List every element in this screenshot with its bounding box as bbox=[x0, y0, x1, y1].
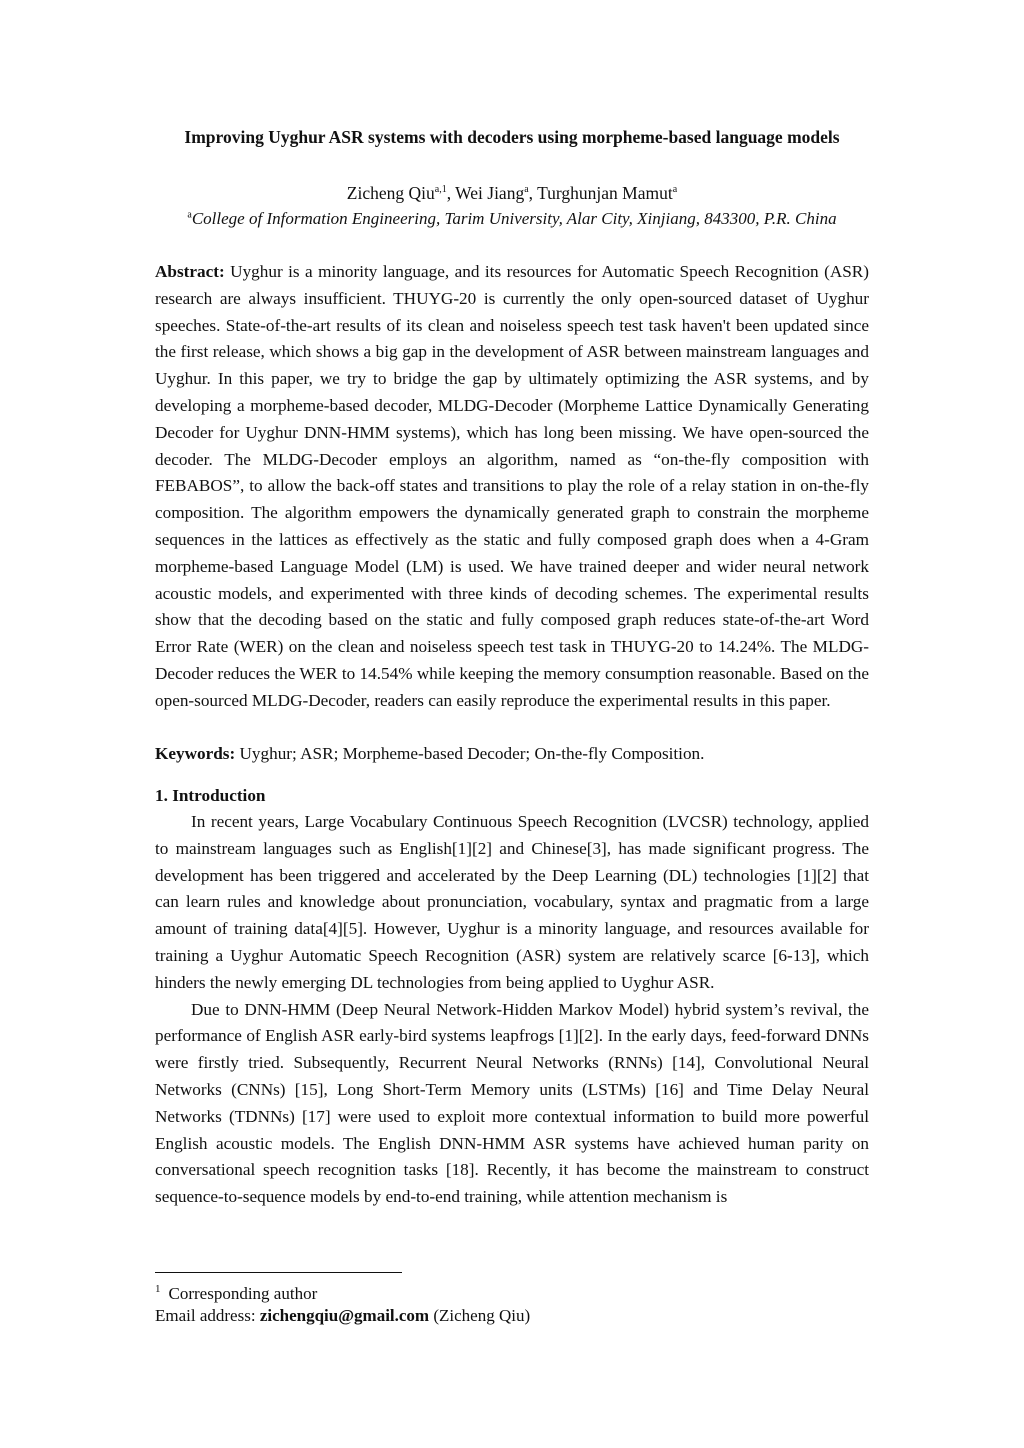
footnote-corresponding bbox=[155, 1283, 317, 1305]
abstract-text: Uyghur is a minority language, and its resources for Automatic Speech Recognition (ASR) research are always insufficient. THUYG-20 is currently the only open-sourced dataset of Uyghur speeches. State-of-the-art results of its clean and noiseless speech test task haven't been updated since the first release, which shows a big gap in the development of ASR between mainstream languages and Uyghur. In this paper, we try to bridge the gap by ultimately optimizing the ASR systems, and by developing a morpheme-based decoder, MLDG-Decoder (Morpheme Lattice Dynamically Generating Decoder for Uyghur DNN-HMM systems), which has long been missing. We have open-sourced the decoder. The MLDG-Decoder employs an algorithm, named as “on-the-fly composition with FEBABOS”, to allow the back-off states and transitions to play the role of a relay station in on-the-fly composition. The algorithm empowers the dynamically generated graph to constrain the morpheme sequences in the lattices as effectively as the static and fully composed graph does when a 4-Gram morpheme-based Language Model (LM) is used. We have trained deeper and wider neural network acoustic models, and experimented with three kinds of decoding schemes. The experimental results show that the decoding based on the static and fully composed graph reduces state-of-the-art Word Error Rate (WER) on the clean and noiseless speech test task in THUYG-20 to 14.24%. The MLDG-Decoder reduces the WER to 14.54% while keeping the memory consumption reasonable. Based on the open-sourced MLDG-Decoder, readers can easily reproduce the experimental results in this paper. bbox=[155, 262, 869, 710]
introduction-body bbox=[155, 809, 869, 1211]
author-affiliation-mark: a bbox=[524, 184, 529, 196]
email-label: Email address: bbox=[155, 1306, 260, 1325]
paper-title: Improving Uyghur ASR systems with decoders using morpheme-based language models bbox=[184, 127, 840, 147]
author-affiliation-mark: a,1 bbox=[434, 184, 447, 196]
abstract bbox=[155, 259, 869, 715]
email-suffix: (Zicheng Qiu) bbox=[429, 1306, 531, 1325]
author-separator: , bbox=[528, 183, 538, 203]
section-heading-introduction: 1. Introduction bbox=[155, 786, 266, 805]
affiliation-mark: a bbox=[187, 209, 192, 221]
author-name: Zicheng Qiu bbox=[346, 183, 435, 203]
footnote-mark: 1 bbox=[155, 1283, 161, 1296]
footnote-text: Corresponding author bbox=[168, 1284, 318, 1303]
email-address[interactable]: zichengqiu@gmail.com bbox=[259, 1306, 430, 1325]
footnote-email bbox=[155, 1305, 530, 1327]
keywords-text: Uyghur; ASR; Morpheme-based Decoder; On-the-fly Composition. bbox=[235, 744, 705, 763]
affiliation-text: College of Information Engineering, Tarim University, Alar City, Xinjiang, 843300, P.R. China bbox=[191, 209, 837, 228]
author-separator: , bbox=[446, 183, 456, 203]
keywords bbox=[155, 741, 869, 768]
author-list bbox=[0, 181, 1024, 205]
abstract-label: Abstract: bbox=[155, 262, 225, 281]
author-name: Turghunjan Mamut bbox=[537, 183, 673, 203]
paragraph: In recent years, Large Vocabulary Continuous Speech Recognition (LVCSR) technology, applied to mainstream languages such as English[1][2] and Chinese[3], has made significant progress. The development has been triggered and accelerated by the Deep Learning (DL) technologies [1][2] that can learn rules and knowledge about pronunciation, vocabulary, syntax and pragmatic from a large amount of training data[4][5]. However, Uyghur is a minority language, and resources available for training a Uyghur Automatic Speech Recognition (ASR) system are relatively scarce [6-13], which hinders the newly emerging DL technologies from being applied to Uyghur ASR. bbox=[155, 812, 869, 992]
keywords-label: Keywords: bbox=[155, 744, 236, 763]
paragraph: Due to DNN-HMM (Deep Neural Network-Hidden Markov Model) hybrid system’s revival, the performance of English ASR early-bird systems leapfrogs [1][2]. In the early days, feed-forward DNNs were firstly tried. Subsequently, Recurrent Neural Networks (RNNs) [14], Convolutional Neural Networks (CNNs) [15], Long Short-Term Memory units (LSTMs) [16] and Time Delay Neural Networks (TDNNs) [17] were used to exploit more contextual information to build more powerful English acoustic models. The English DNN-HMM ASR systems have achieved human parity on conversational speech recognition tasks [18]. Recently, it has become the mainstream to construct sequence-to-sequence models by end-to-end training, while attention mechanism is bbox=[155, 999, 869, 1207]
author-name: Wei Jiang bbox=[455, 183, 525, 203]
affiliation bbox=[0, 207, 1024, 231]
author-affiliation-mark: a bbox=[672, 184, 678, 196]
footnote-divider bbox=[155, 1272, 402, 1273]
